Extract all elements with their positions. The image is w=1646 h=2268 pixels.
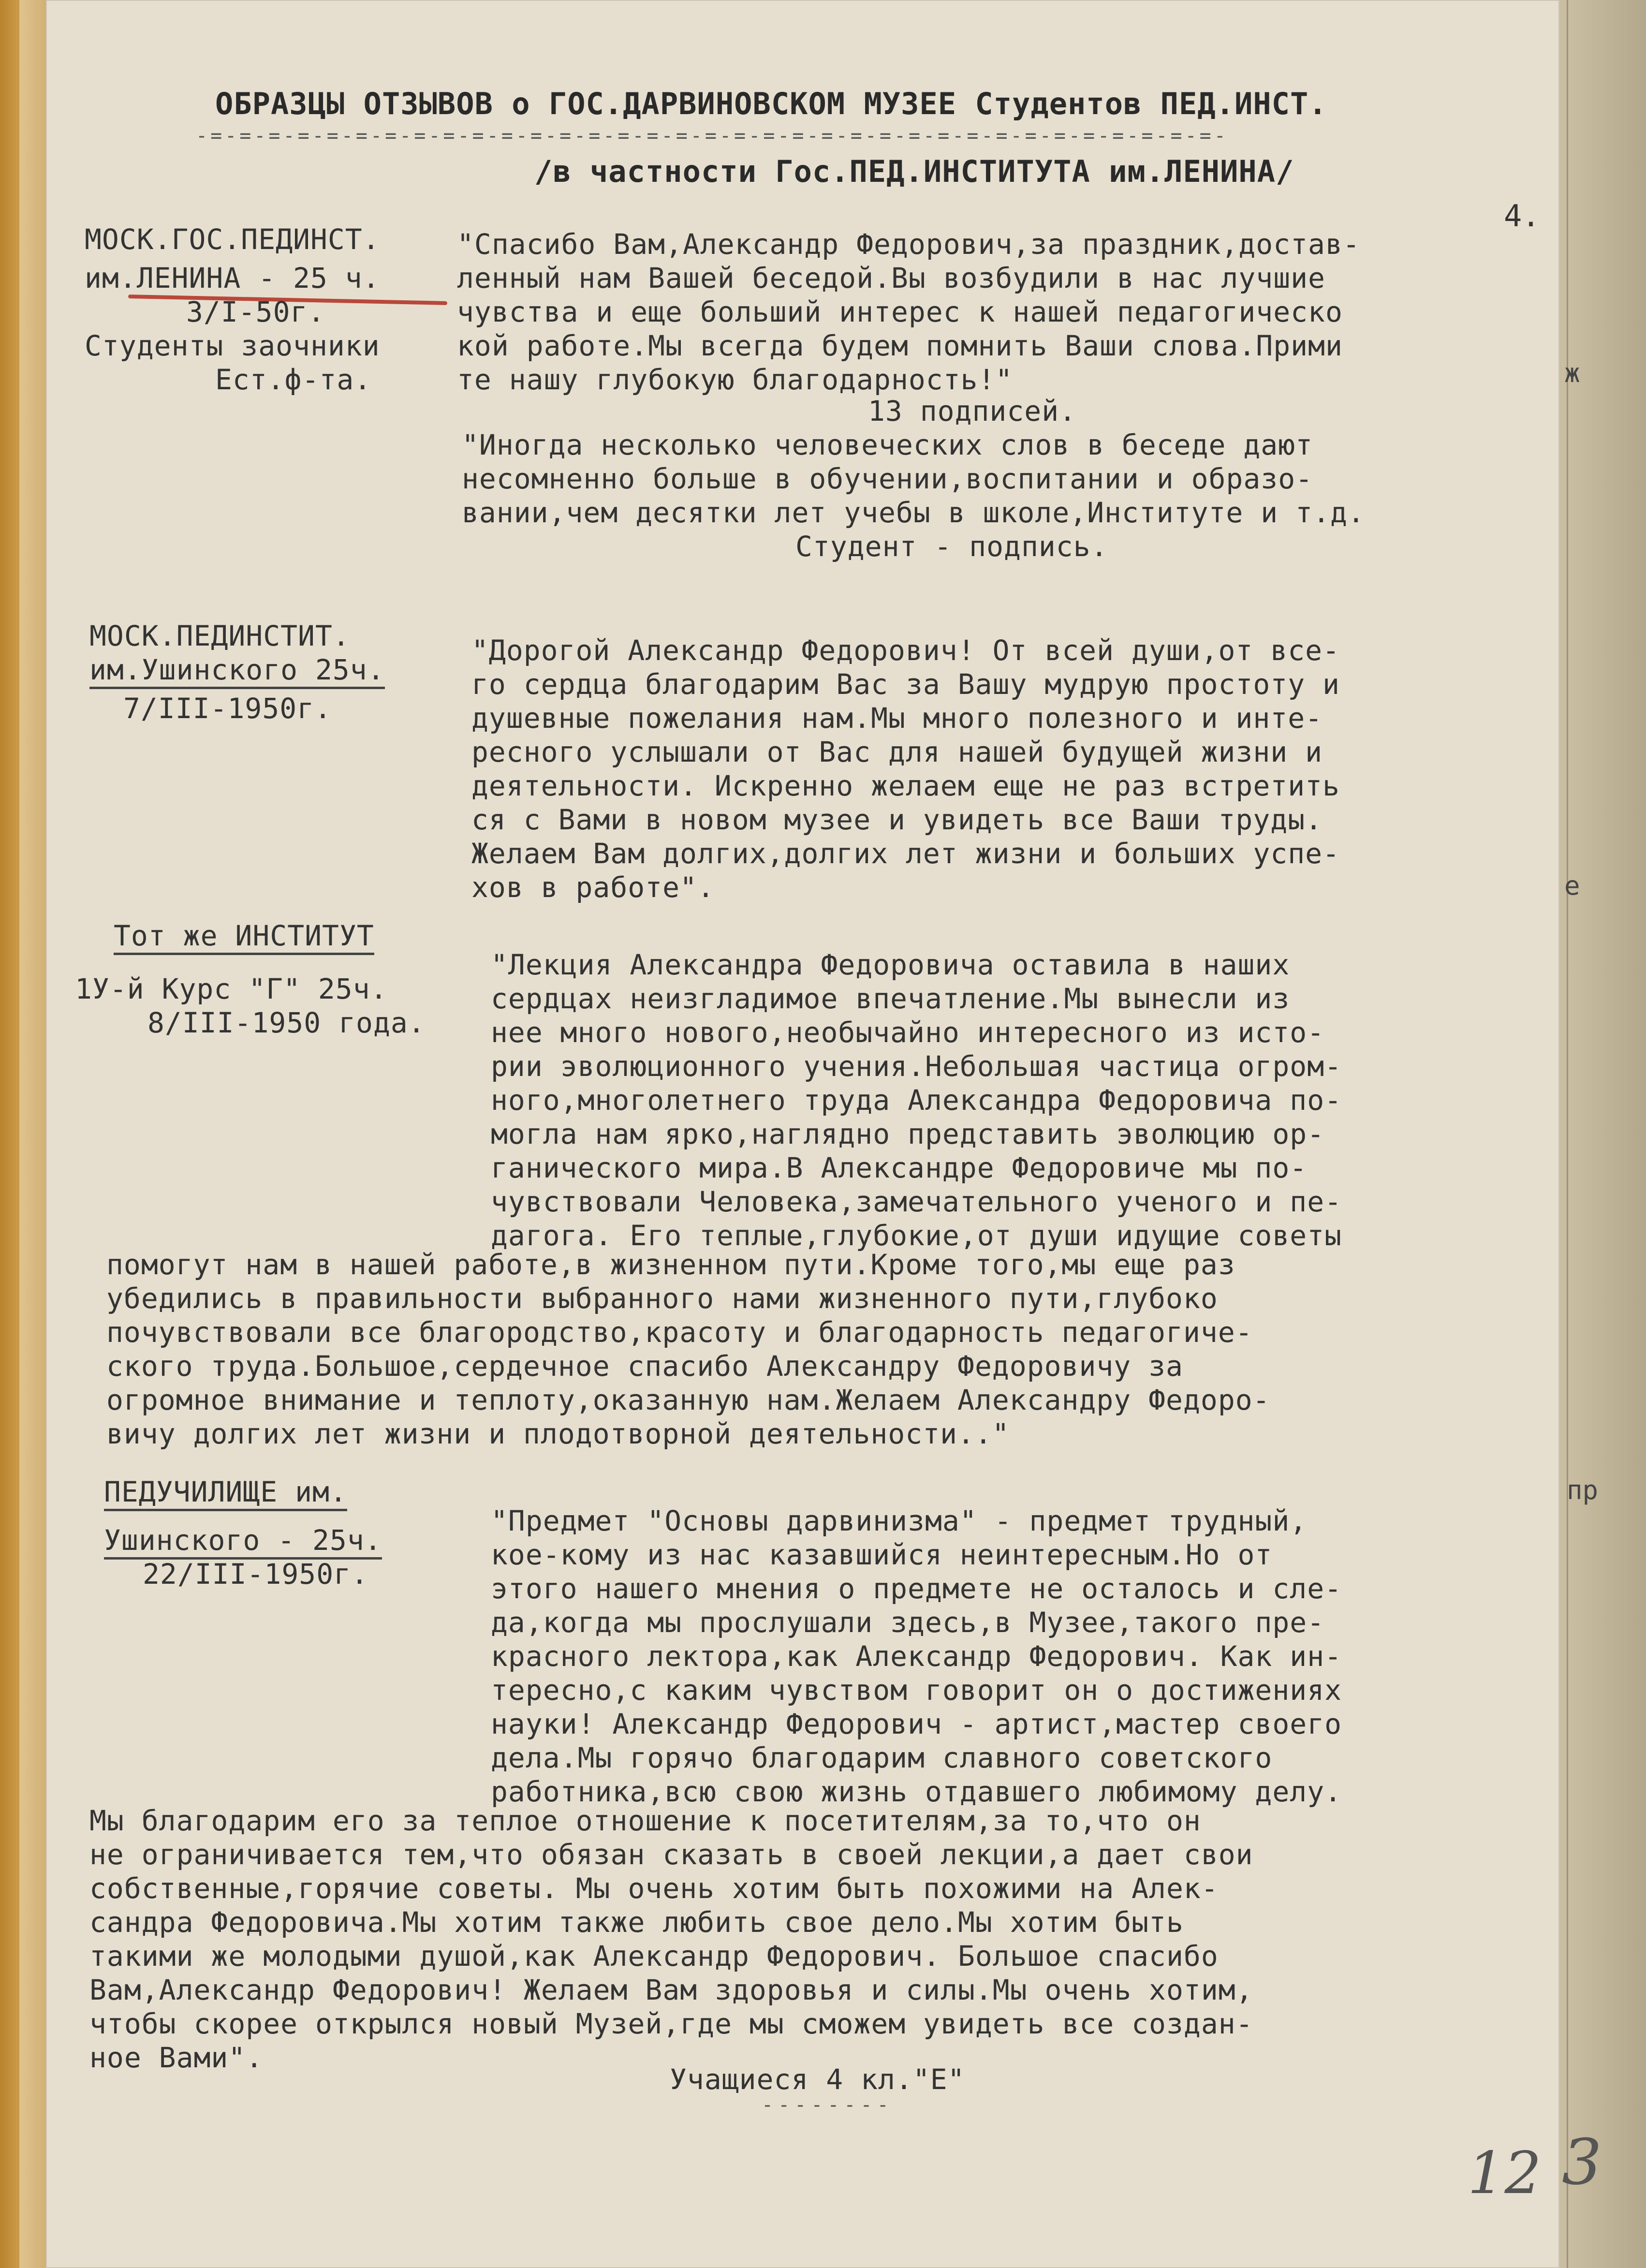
entry4-label-line: ПЕДУЧИЛИЩЕ им. (104, 1475, 347, 1511)
entry1-text-line: те нашу глубокую благодарность!" (457, 363, 1013, 396)
entry2-date: 7/III-1950г. (123, 692, 332, 725)
folder-inner-edge (19, 0, 48, 2268)
entry3-continuation-line: почувствовали все благородство,красоту и благодарность педагогиче- (106, 1316, 1253, 1349)
entry1-signatures: 13 подписей. (868, 395, 1077, 427)
entry1-label-line: Студенты заочники (85, 329, 380, 362)
title-divider: -=-=-=-=-=-=-=-=-=-=-=-=-=-=-=-=-=-=-=-=-=-=-=-=-=-=-=-=-=-=-=-=-=-=-=- (196, 125, 1229, 147)
entry3-text-line: ного,многолетнего труда Александра Федоровича по- (491, 1084, 1342, 1117)
entry3-text-line: могла нам ярко,наглядно представить эволюцию ор- (491, 1118, 1325, 1150)
entry3-continuation-line: ского труда.Большое,сердечное спасибо Александру Федоровичу за (106, 1350, 1183, 1383)
document-page (46, 0, 1559, 2268)
entry3-continuation-line: огромное внимание и теплоту,оказанную нам.Желаем Александру Федоро- (106, 1384, 1270, 1416)
entry1-text-line: "Иногда несколько человеческих слов в беседе дают (462, 428, 1313, 461)
entry4-signature: Учащиеся 4 кл."Е" (670, 2063, 965, 2096)
back-sheet-edge (1567, 0, 1646, 2268)
entry4-continuation-line: Мы благодарим его за теплое отношение к посетителям,за то,что он (89, 1804, 1201, 1837)
entry4-text-line: кое-кому из нас казавшийся неинтересным.Но от (491, 1538, 1273, 1571)
entry4-continuation-line: чтобы скорее открылся новый Музей,где мы сможем увидеть все создан- (89, 2007, 1253, 2040)
entry4-text-line: да,когда мы прослушали здесь,в Музее,такого пре- (491, 1606, 1325, 1639)
page-number: 4. (1504, 198, 1540, 234)
edge-mark: е (1564, 870, 1580, 901)
entry3-continuation-line: помогут нам в нашей работе,в жизненном пути.Кроме того,мы еще раз (106, 1248, 1235, 1281)
entry3-label-line: 1У-й Курс "Г" 25ч. (75, 972, 388, 1005)
entry2-text-line: ся с Вами в новом музее и увидеть все Ваши труды. (471, 803, 1323, 836)
entry1-text-line: ленный нам Вашей беседой.Вы возбудили в нас лучшие (457, 262, 1325, 295)
back-sheet-folio: 3 (1562, 2125, 1602, 2199)
entry3-continuation-line: убедились в правильности выбранного нами жизненного пути,глубоко (106, 1282, 1218, 1315)
entry1-label-line: им.ЛЕНИНА - 25 ч. (85, 262, 380, 295)
entry3-label-line: Тот же ИНСТИТУТ (114, 919, 374, 955)
entry3-continuation-line: вичу долгих лет жизни и плодотворной деятельности.." (106, 1417, 1010, 1450)
entry1-text-line: несомненно больше в обучении,воспитании и образо- (462, 462, 1313, 495)
entry1-text-line: "Спасибо Вам,Александр Федорович,за праздник,достав- (457, 228, 1360, 261)
entry3-text-line: нее много нового,необычайно интересного из исто- (491, 1016, 1325, 1049)
folio-number: 12 (1468, 2140, 1542, 2207)
entry3-text-line: рии эволюционного учения.Небольшая частица огром- (491, 1050, 1342, 1083)
edge-mark: пр (1567, 1475, 1599, 1505)
entry3-date: 8/III-1950 года. (147, 1006, 426, 1039)
entry4-text-line: тересно,с каким чувством говорит он о достижениях (491, 1674, 1342, 1707)
entry4-continuation-line: не ограничивается тем,что обязан сказать в своей лекции,а дает свои (89, 1838, 1253, 1871)
entry2-text-line: душевные пожелания нам.Мы много полезного и инте- (471, 702, 1323, 735)
entry2-label-line: им.Ушинского 25ч. (89, 653, 385, 689)
entry1-text-line: вании,чем десятки лет учебы в школе,Институте и т.д. (462, 496, 1365, 529)
entry4-date: 22/III-1950г. (143, 1558, 368, 1591)
footer-divider: -------- (762, 2094, 894, 2116)
entry1-text-line: чувства и еще больший интерес к нашей педагогическо (457, 295, 1343, 328)
entry4-text-line: науки! Александр Федорович - артист,мастер своего (491, 1708, 1342, 1740)
entry4-label-line: Ушинского - 25ч. (104, 1523, 382, 1560)
entry2-text-line: деятельности. Искренно желаем еще не раз встретить (471, 769, 1340, 802)
entry4-continuation-line: ное Вами". (89, 2041, 264, 2074)
entry4-continuation-line: такими же молодыми душой,как Александр Федорович. Большое спасибо (89, 1940, 1219, 1973)
entry1-label-line: МОСК.ГОС.ПЕДИНСТ. (85, 223, 380, 256)
entry2-text-line: го сердца благодарим Вас за Вашу мудрую простоту и (471, 668, 1340, 701)
entry4-text-line: "Предмет "Основы дарвинизма" - предмет трудный, (491, 1504, 1308, 1537)
document-subtitle: /в частности Гос.ПЕД.ИНСТИТУТА им.ЛЕНИНА/ (534, 154, 1294, 189)
entry4-text-line: работника,всю свою жизнь отдавшего любимому делу. (491, 1775, 1342, 1808)
entry1-signature: Студент - подпись. (795, 530, 1108, 563)
entry4-continuation-line: собственные,горячие советы. Мы очень хотим быть похожими на Алек- (89, 1872, 1219, 1905)
document-title: ОБРАЗЦЫ ОТЗЫВОВ о ГОС.ДАРВИНОВСКОМ МУЗЕЕ Студентов ПЕД.ИНСТ. (215, 86, 1327, 121)
entry3-text-line: сердцах неизгладимое впечатление.Мы вынесли из (491, 982, 1290, 1015)
entry3-text-line: ганического мира.В Александре Федоровиче мы по- (491, 1151, 1308, 1184)
entry4-text-line: дела.Мы горячо благодарим славного советского (491, 1741, 1273, 1774)
entry1-label-line: Ест.ф-та. (215, 363, 372, 396)
entry3-text-line: дагога. Его теплые,глубокие,от души идущие советы (491, 1219, 1342, 1252)
entry1-text-line: кой работе.Мы всегда будем помнить Ваши слова.Прими (457, 329, 1343, 362)
entry4-continuation-line: сандра Федоровича.Мы хотим также любить свое дело.Мы хотим быть (89, 1906, 1184, 1939)
entry2-text-line: Желаем Вам долгих,долгих лет жизни и больших успе- (471, 837, 1340, 870)
entry4-text-line: красного лектора,как Александр Федорович. Как ин- (491, 1640, 1342, 1673)
entry2-text-line: хов в работе". (471, 871, 715, 904)
entry4-continuation-line: Вам,Александр Федорович! Желаем Вам здоровья и силы.Мы очень хотим, (89, 1973, 1253, 2006)
entry3-text-line: чувствовали Человека,замечательного ученого и пе- (491, 1185, 1342, 1218)
entry3-text-line: "Лекция Александра Федоровича оставила в наших (491, 948, 1290, 981)
entry2-text-line: ресного услышали от Вас для нашей будущей жизни и (471, 736, 1323, 768)
entry4-text-line: этого нашего мнения о предмете не осталось и сле- (491, 1572, 1342, 1605)
entry2-label-line: МОСК.ПЕДИНСТИТ. (89, 619, 350, 652)
edge-mark: ж (1564, 358, 1580, 388)
entry1-date: 3/I-50г. (186, 295, 325, 328)
entry2-text-line: "Дорогой Александр Федорович! От всей души,от все- (471, 634, 1340, 667)
